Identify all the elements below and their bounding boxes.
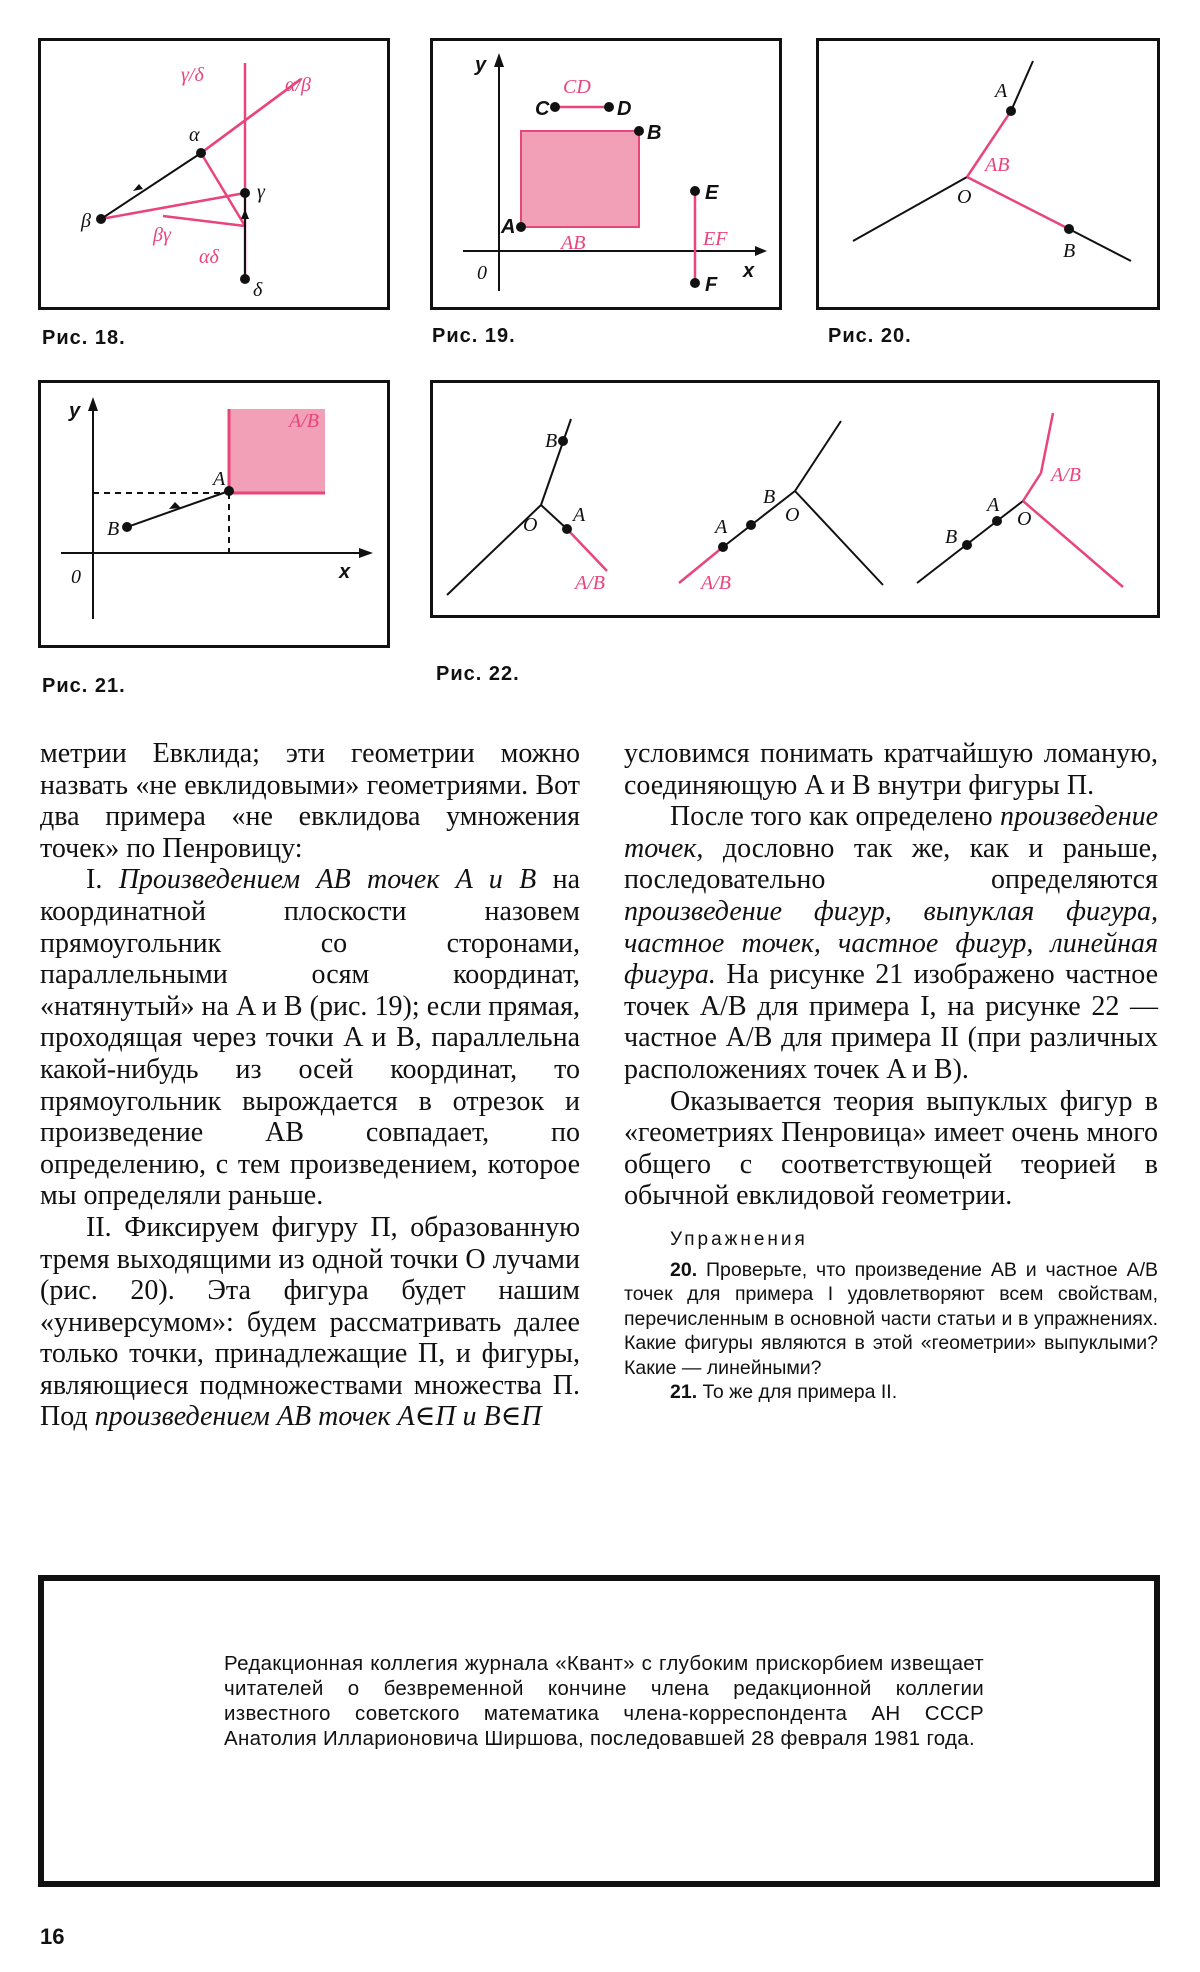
- figure-22-caption: Рис. 22.: [436, 663, 520, 685]
- label-a1: A: [573, 504, 586, 526]
- label-alpha-delta: αδ: [199, 246, 219, 268]
- point-b: [122, 522, 132, 532]
- paragraph: I. Произведением AB точек A и B на координатной плоскости назовем прямоугольник со сторонами, параллельными осям координат, «натянутый» на A и B (рис. 19); если прямая, проходящая через точки A и B, параллельна какой-нибудь из осей координат, то прямоугольник вырождается в отрезок и произведение AB совпадает, по определению, с тем произведением, которое мы определяли раньше.: [40, 864, 580, 1212]
- arrow-head: [241, 209, 249, 219]
- right-column: [624, 738, 1158, 1405]
- alpha-delta-segment: [201, 153, 245, 226]
- quotient-ray-1: [567, 529, 607, 571]
- figure-21-drawing: [41, 383, 387, 645]
- page-number: 16: [40, 1924, 65, 1949]
- quotient-ray-3b: [1023, 501, 1123, 587]
- label-a: A: [995, 80, 1008, 102]
- figure-19-drawing: [433, 41, 779, 307]
- figure-19: [430, 38, 782, 310]
- label-gamma-delta: γ/δ: [181, 64, 204, 86]
- obituary-notice-box: [38, 1575, 1160, 1887]
- paragraph: II. Фиксируем фигуру П, образованную тремя выходящими из одной точки O лучами (рис. 20). Эта фигура будет нашим «универсумом»: будем рассматривать далее только точки, принадлежащие П, и фигуры, являющиеся подмножествами множества П. Под произведением AB точек A∈П и B∈П: [40, 1211, 580, 1433]
- figure-19-caption: Рис. 19.: [432, 325, 516, 347]
- point-b3: [962, 540, 972, 550]
- point-a2: [718, 542, 728, 552]
- ray-right: [1069, 229, 1131, 261]
- label-ab: AB: [985, 154, 1010, 176]
- label-beta: β: [81, 210, 91, 232]
- label-ef: EF: [703, 228, 728, 250]
- exercises-heading: Упражнения: [670, 1228, 808, 1250]
- label-ab2: A/B: [701, 572, 731, 594]
- label-ab: AB: [561, 232, 586, 254]
- paragraph: После того как определено произведение точек, дословно так же, как и раньше, последовательно определяются произведение фигур, выпуклая фигура, частное точек, частное фигур, линейная фигура. На рисунке 21 изображено частное точек A/B для примера I, на рисунке 22 — частное A/B для примера II (при различных расположениях точек A и B).: [624, 801, 1159, 1085]
- label-o3: O: [1017, 508, 1032, 530]
- label-c: C: [535, 98, 550, 120]
- label-b: B: [1063, 240, 1076, 262]
- point-f: [690, 278, 700, 288]
- point-a: [1006, 106, 1016, 116]
- arrow-head: [169, 502, 181, 509]
- label-y: y: [475, 54, 487, 76]
- figure-20: [816, 38, 1160, 310]
- figure-22: [430, 380, 1160, 618]
- point-a: [224, 486, 234, 496]
- figure-18-caption: Рис. 18.: [42, 327, 126, 349]
- label-f: F: [705, 274, 718, 296]
- point-a1: [562, 524, 572, 534]
- label-b2: B: [763, 486, 776, 508]
- label-o1: O: [523, 514, 538, 536]
- label-gamma: γ: [257, 181, 265, 203]
- segment-ob: [967, 177, 1069, 229]
- label-a3: A: [987, 494, 1000, 516]
- point-a: [516, 222, 526, 232]
- label-alpha: α: [189, 124, 200, 146]
- paragraph: метрии Евклида; эти геометрии можно назвать «не евклидовыми» геометриями. Вот два примера «не евклидова умножения точек» по Пенровицу:: [40, 738, 580, 864]
- paragraph: Оказывается теория выпуклых фигур в «геометриях Пенровица» имеет очень много общего с соответствующей теорией в обычной евклидовой геометрии.: [624, 1085, 1158, 1212]
- point-b2: [746, 520, 756, 530]
- point-e: [690, 186, 700, 196]
- label-o: O: [957, 186, 972, 208]
- point-b: [1064, 224, 1074, 234]
- point-b: [634, 126, 644, 136]
- point-gamma: [240, 188, 250, 198]
- label-origin: 0: [71, 566, 81, 588]
- exercise-20: 20. Проверьте, что произведение AB и частное A/B точек для примера I удовлетворяют всем свойствам, перечисленным в основной части статьи и в упражнениях. Какие фигуры являются в этой «геометрии» выпуклыми? Какие — линейными?: [624, 1258, 1159, 1379]
- label-d: D: [617, 98, 632, 120]
- figure-18-drawing: [41, 41, 387, 307]
- figure-18: [38, 38, 390, 310]
- point-delta: [240, 274, 250, 284]
- label-a: A: [213, 468, 226, 490]
- label-origin: 0: [477, 262, 487, 284]
- arrow-head: [133, 184, 143, 191]
- point-c: [550, 102, 560, 112]
- ray-left: [853, 177, 967, 241]
- figure-21: [38, 380, 390, 648]
- label-a-over-b: A/B: [289, 410, 319, 432]
- figure-22-drawing: [433, 383, 1157, 615]
- label-e: E: [705, 182, 719, 204]
- label-b1: B: [545, 430, 558, 452]
- ray-up: [1011, 61, 1033, 111]
- beta-gamma-segment: [163, 216, 245, 226]
- label-ab1: A/B: [575, 572, 605, 594]
- product-rectangle: [521, 131, 639, 227]
- figure-21-caption: Рис. 21.: [42, 675, 126, 697]
- exercise-21: 21. То же для примера II.: [670, 1381, 898, 1403]
- label-b: B: [647, 122, 662, 144]
- paragraph: условимся понимать кратчайшую ломаную, соединяющую A и B внутри фигуры П.: [624, 738, 1158, 801]
- label-b3: B: [945, 526, 958, 548]
- label-y: y: [69, 400, 81, 422]
- label-cd: CD: [563, 76, 591, 98]
- obituary-notice-text: Редакционная коллегия журнала «Квант» с глубоким прискорбием извещает читателей о безвременной кончине члена редакционной коллегии известного советского математика члена-корреспондента АН СССР Анатолия Илларионовича Ширшова, последовавшей 28 февраля 1981 года.: [224, 1652, 984, 1750]
- left-column: [40, 738, 580, 1433]
- label-x: x: [743, 260, 755, 282]
- label-b: B: [107, 518, 120, 540]
- label-ab3: A/B: [1051, 464, 1081, 486]
- label-beta-gamma: βγ: [153, 224, 171, 246]
- label-alpha-beta: α/β: [285, 74, 312, 96]
- label-a-text: A: [501, 216, 516, 238]
- point-d: [604, 102, 614, 112]
- point-b1: [558, 436, 568, 446]
- label-o2: O: [785, 504, 800, 526]
- label-a2: A: [715, 516, 728, 538]
- segment-ba: [127, 491, 229, 527]
- figure-20-drawing: [819, 41, 1157, 307]
- point-alpha: [196, 148, 206, 158]
- point-beta: [96, 214, 106, 224]
- label-delta: δ: [253, 279, 263, 301]
- figure-20-caption: Рис. 20.: [828, 325, 912, 347]
- point-a3: [992, 516, 1002, 526]
- label-x: x: [339, 561, 351, 583]
